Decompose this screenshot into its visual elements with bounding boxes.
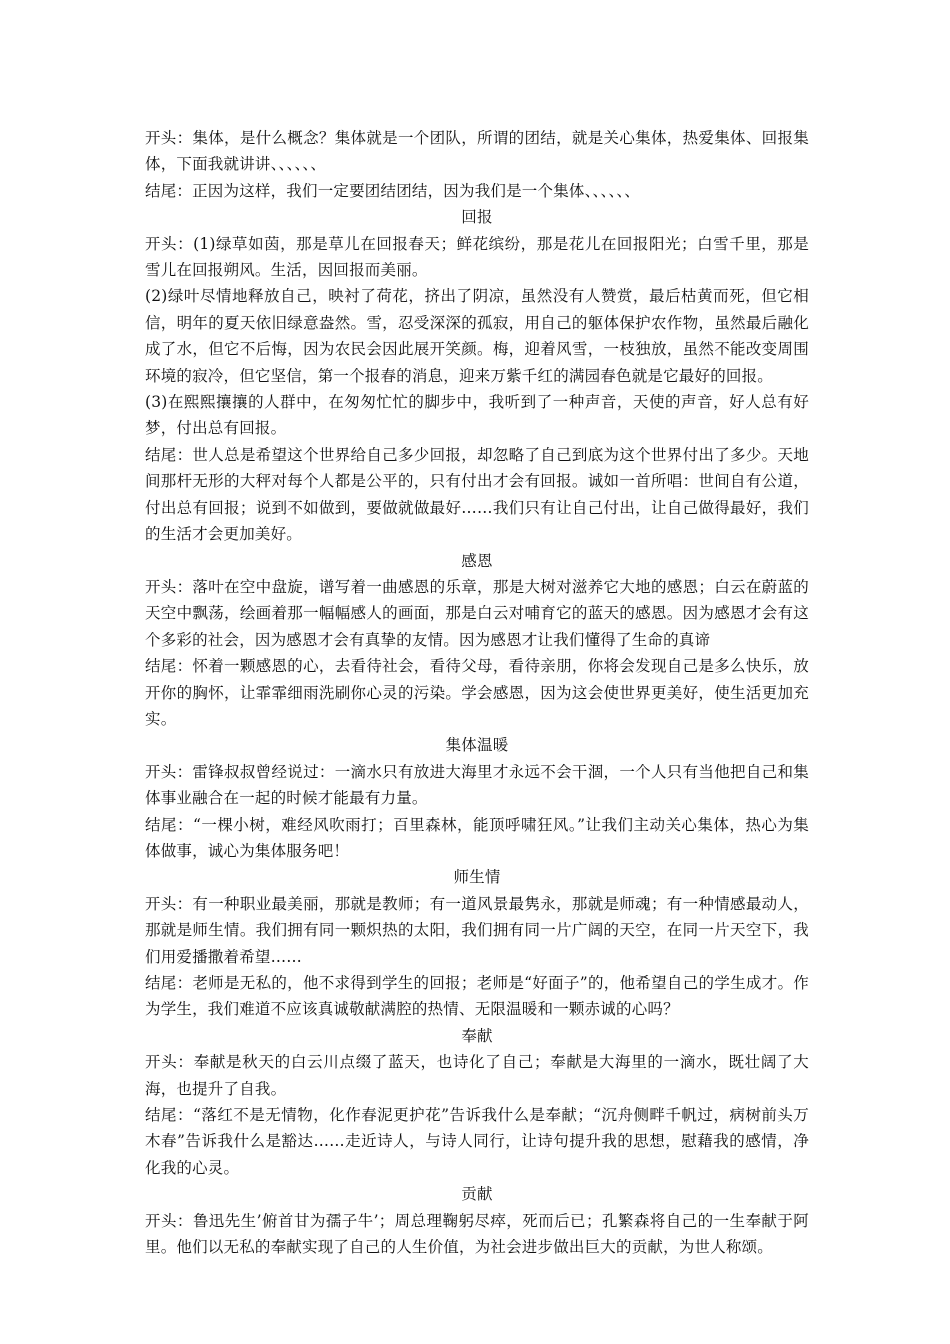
section-title: 贡献	[461, 1185, 493, 1204]
paragraph: 开头：雷锋叔叔曾经说过：一滴水只有放进大海里才永远不会干涸，一个人只有当他把自己和集体事业融合在一起的时候才能最有力量。	[145, 762, 809, 808]
paragraph: 结尾：“落红不是无情物，化作春泥更护花”告诉我什么是奉献；“沉舟侧畔千帆过，病树前头万木春”告诉我什么是豁达……走近诗人，与诗人同行，让诗句提升我的思想，慰藉我的感情，净化我的心灵。	[145, 1106, 809, 1177]
section-title: 奉献	[461, 1026, 493, 1045]
document-page	[145, 125, 809, 1260]
paragraph: (2)绿叶尽情地释放自己，映衬了荷花，挤出了阴凉，虽然没有人赞赏，最后枯黄而死，但它相信，明年的夏天依旧绿意盎然。雪，忍受深深的孤寂，用自己的躯体保护农作物，虽然最后融化成了水，但它不后悔，因为农民会因此展开笑颜。梅，迎着风雪，一枝独放，虽然不能改变周围环境的寂冷，但它坚信，第一个报春的消息，迎来万紫千红的满园春色就是它最好的回报。	[145, 287, 809, 385]
paragraph: 结尾：老师是无私的，他不求得到学生的回报；老师是“好面子”的，他希望自己的学生成才。作为学生，我们难道不应该真诚敬献满腔的热情、无限温暖和一颗赤诚的心吗？	[145, 974, 809, 1019]
paragraph: (3)在熙熙攘攘的人群中，在匆匆忙忙的脚步中，我听到了一种声音，天使的声音，好人总有好梦，付出总有回报。	[145, 393, 809, 438]
paragraph: 开头：奉献是秋天的白云川点缀了蓝天，也诗化了自己；奉献是大海里的一滴水，既壮阔了大海，也提升了自我。	[145, 1053, 809, 1098]
paragraph: 开头：集体，是什么概念？集体就是一个团队，所谓的团结，就是关心集体，热爱集体、回报集体，下面我就讲讲、、、、、、	[145, 129, 809, 174]
paragraph: 开头：落叶在空中盘旋，谱写着一曲感恩的乐章，那是大树对滋养它大地的感恩；白云在蔚蓝的天空中飘荡，绘画着那一幅幅感人的画面，那是白云对哺育它的蓝天的感恩。因为感恩才会有这个多彩的社会，因为感恩才会有真挚的友情。因为感恩才让我们懂得了生命的真谛	[145, 577, 809, 649]
paragraph: 结尾：正因为这样，我们一定要团结团结，因为我们是一个集体、、、、、、	[145, 181, 641, 200]
paragraph: 结尾：怀着一颗感恩的心，去看待社会，看待父母，看待亲朋，你将会发现自己是多么快乐，放开你的胸怀，让霏霏细雨洗刷你心灵的污染。学会感恩，因为这会使世界更美好，使生活更加充实。	[145, 657, 809, 728]
paragraph: 开头：有一种职业最美丽，那就是教师；有一道风景最隽永，那就是师魂；有一种情感最动人，那就是师生情。我们拥有同一颗炽热的太阳，我们拥有同一片广阔的天空，在同一片天空下，我们用爱播撒着希望……	[145, 894, 809, 966]
section-title: 集体温暖	[445, 736, 509, 755]
section-title: 回报	[461, 208, 493, 227]
paragraph: 开头：(1)绿草如茵，那是草儿在回报春天；鲜花缤纷，那是花儿在回报阳光；白雪千里，那是雪儿在回报朔风。生活，因回报而美丽。	[145, 234, 809, 280]
paragraph: 结尾：“一棵小树，难经风吹雨打；百里森林，能顶呼啸狂风。”让我们主动关心集体，热心为集体做事，诚心为集体服务吧！	[145, 815, 809, 860]
paragraph: 开头：鲁迅先生’俯首甘为孺子牛’；周总理鞠躬尽瘁，死而后已；孔繁森将自己的一生奉献于阿里。他们以无私的奉献实现了自己的人生价值，为社会进步做出巨大的贡献，为世人称颂。	[145, 1211, 809, 1257]
paragraph: 结尾：世人总是希望这个世界给自己多少回报，却忽略了自己到底为这个世界付出了多少。天地间那杆无形的大秤对每个人都是公平的，只有付出才会有回报。诚如一首所唱：世间自有公道，付出总有回报；说到不如做到，要做就做最好……我们只有让自己付出，让自己做得最好，我们的生活才会更加美好。	[145, 445, 809, 544]
section-title: 感恩	[461, 551, 493, 570]
section-title: 师生情	[453, 868, 501, 887]
